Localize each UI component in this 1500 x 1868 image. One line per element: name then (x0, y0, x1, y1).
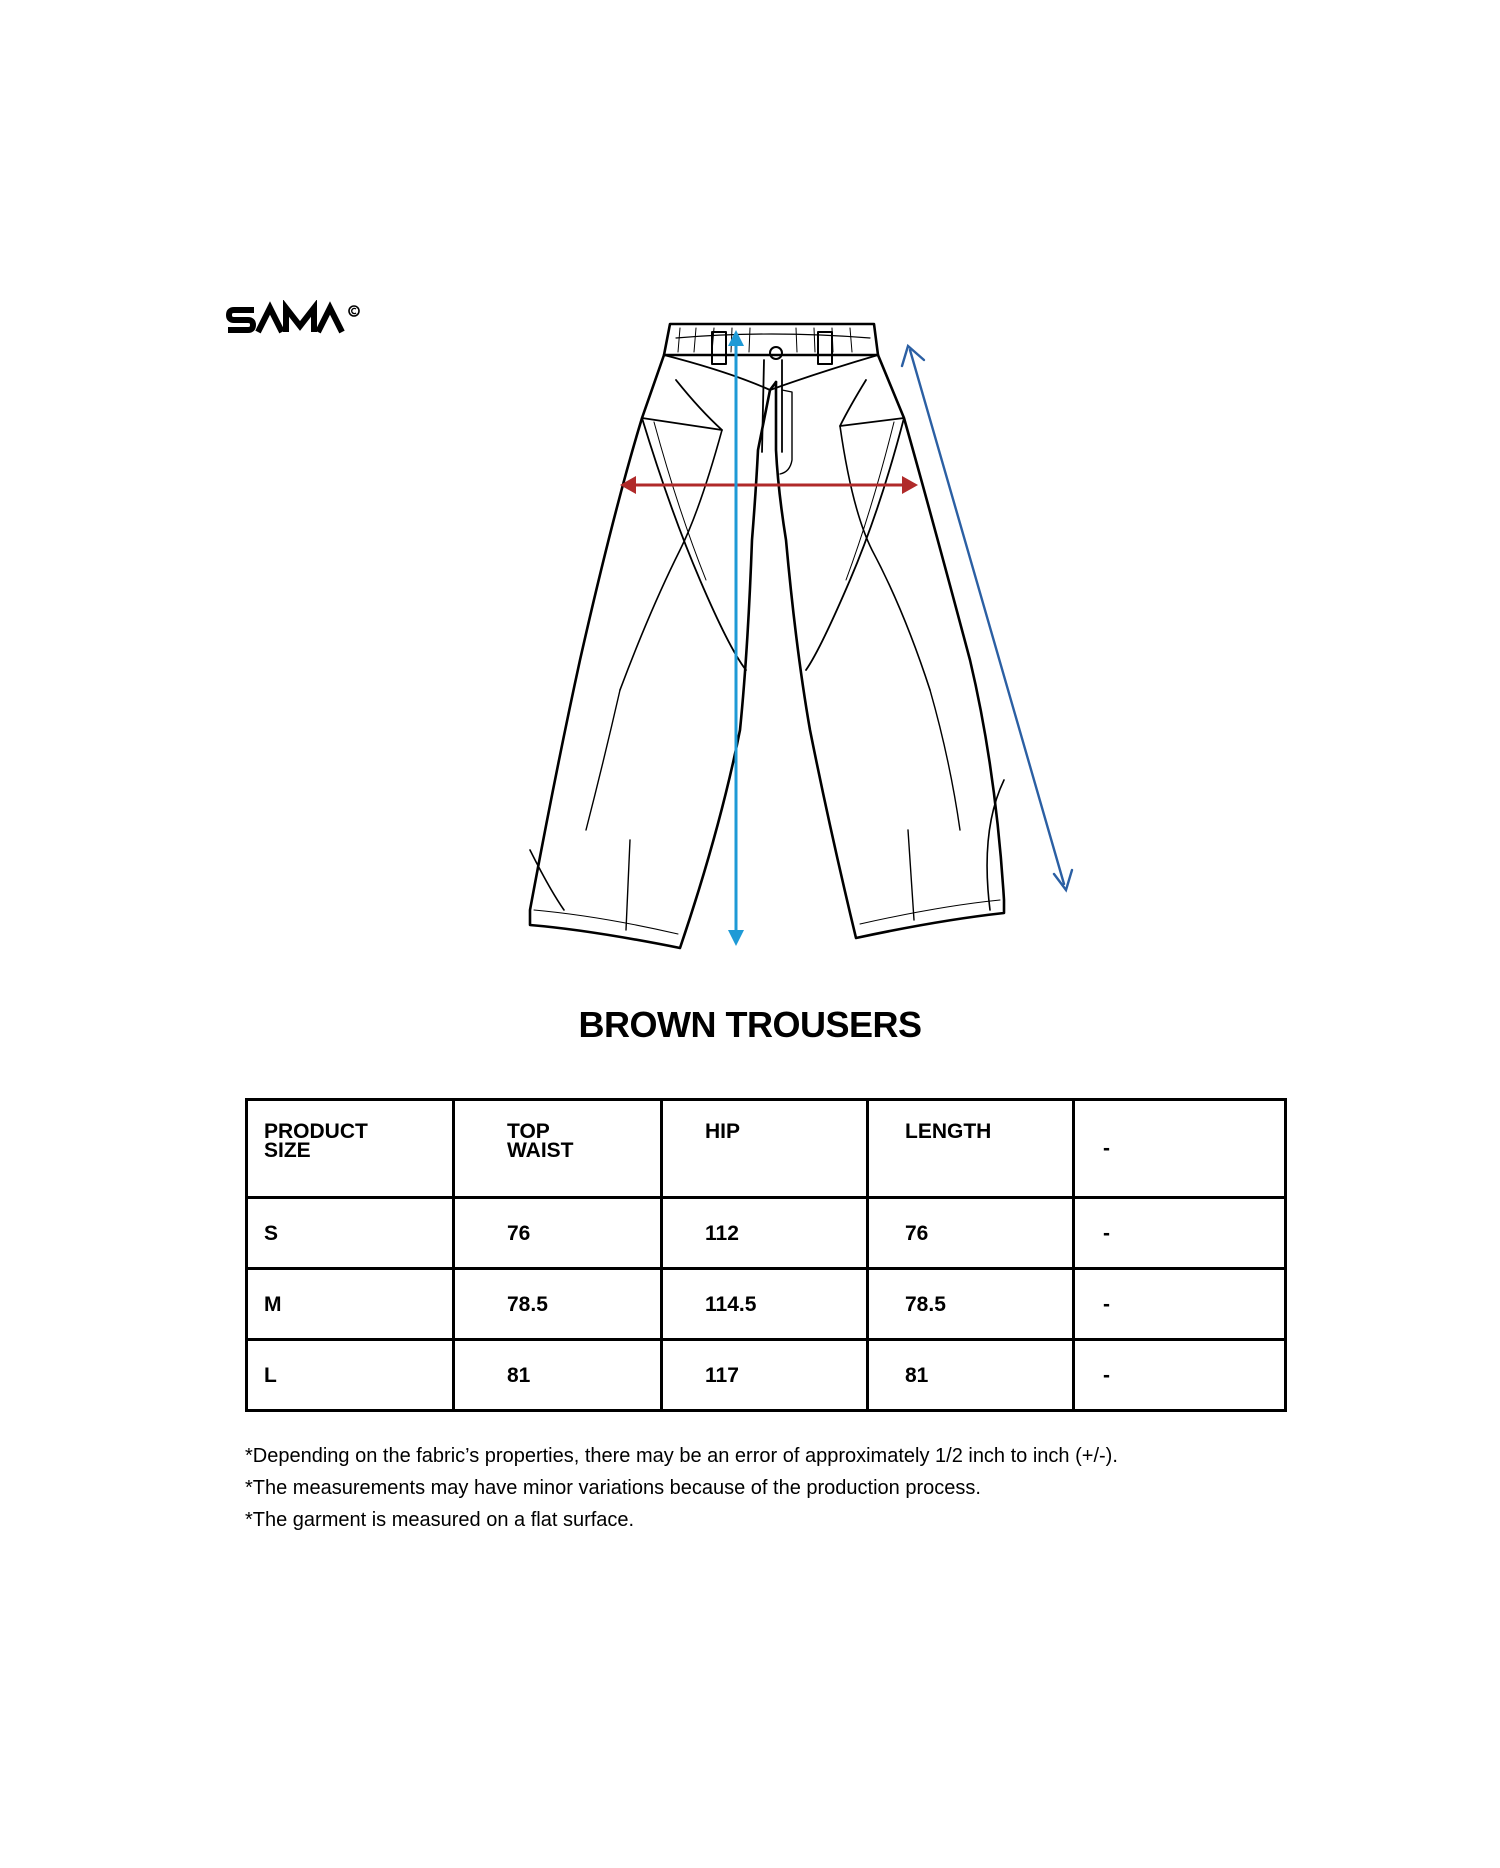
side-length-arrow (902, 346, 1072, 890)
header-extra: - (1074, 1100, 1286, 1198)
cell-hip: 112 (662, 1198, 868, 1269)
header-product-size: PRODUCT SIZE (247, 1100, 454, 1198)
length-arrow (728, 330, 744, 946)
size-chart-table (245, 1098, 1287, 1412)
cell-hip: 114.5 (662, 1269, 868, 1340)
header-hip: HIP (662, 1100, 868, 1198)
cell-top-waist: 81 (454, 1340, 662, 1411)
header-top-waist: TOP WAIST (454, 1100, 662, 1198)
cell-extra: - (1074, 1269, 1286, 1340)
cell-top-waist: 78.5 (454, 1269, 662, 1340)
cell-size: S (247, 1198, 454, 1269)
cell-length: 81 (868, 1340, 1074, 1411)
table-header-row (247, 1100, 1286, 1198)
waist-arrow (620, 476, 918, 494)
table-row (247, 1198, 1286, 1269)
note-fabric: *Depending on the fabric’s properties, there may be an error of approximately 1/2 inch to inch (+/-). (245, 1445, 1118, 1467)
note-production: *The measurements may have minor variations because of the production process. (245, 1477, 981, 1499)
cell-size: M (247, 1269, 454, 1340)
left-leg-outline (530, 355, 776, 948)
table-row (247, 1269, 1286, 1340)
cell-length: 78.5 (868, 1269, 1074, 1340)
cell-extra: - (1074, 1198, 1286, 1269)
button-icon (770, 347, 782, 359)
product-title: BROWN TROUSERS (578, 1004, 922, 1045)
right-leg-outline (776, 355, 1004, 938)
trousers-sketch (500, 310, 1100, 960)
measurement-notes (245, 1440, 1118, 1536)
header-length: LENGTH (868, 1100, 1074, 1198)
cell-top-waist: 76 (454, 1198, 662, 1269)
sama-logo (226, 300, 386, 340)
cell-size: L (247, 1340, 454, 1411)
cell-hip: 117 (662, 1340, 868, 1411)
note-flat-surface: *The garment is measured on a flat surface. (245, 1509, 635, 1531)
cell-length: 76 (868, 1198, 1074, 1269)
table-row (247, 1340, 1286, 1411)
cell-extra: - (1074, 1340, 1286, 1411)
